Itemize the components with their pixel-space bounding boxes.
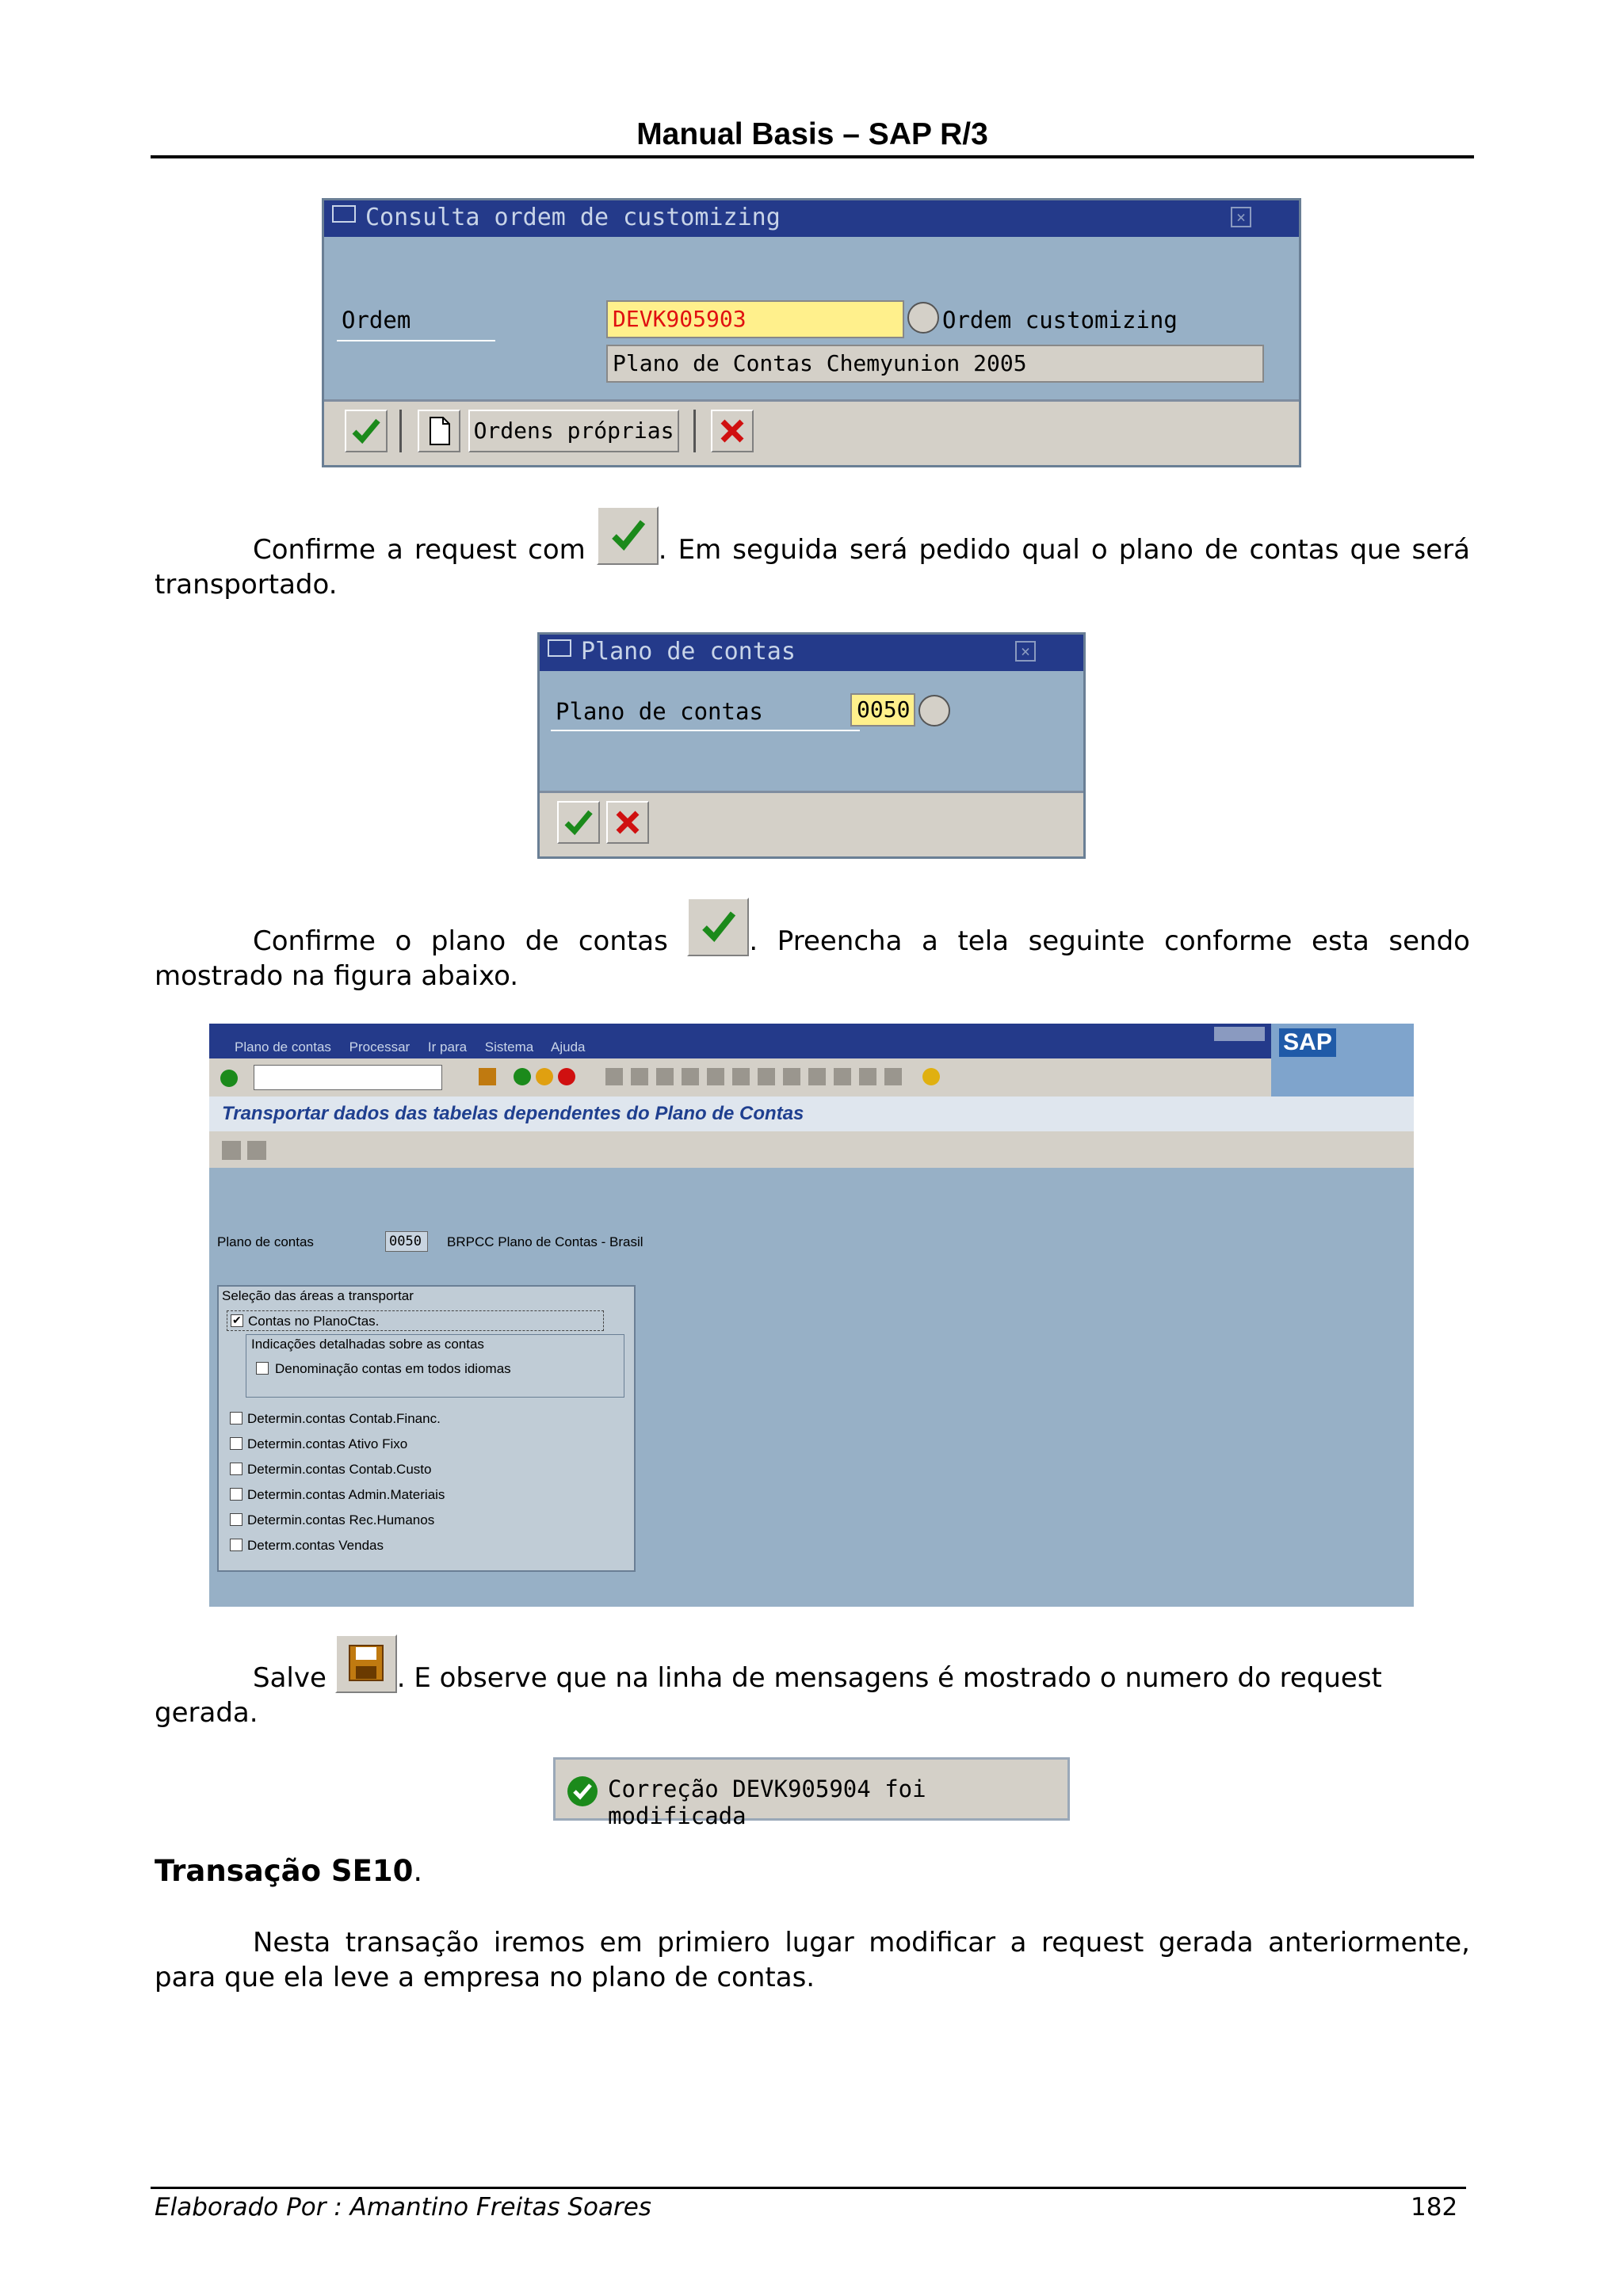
window-icon bbox=[548, 639, 571, 657]
label-underline bbox=[337, 340, 495, 341]
window-controls[interactable] bbox=[1214, 1027, 1265, 1041]
execute-icon[interactable] bbox=[222, 1141, 241, 1160]
order-type-text: Ordem customizing bbox=[942, 307, 1178, 334]
page-header-title: Manual Basis – SAP R/3 bbox=[636, 117, 988, 151]
menu-item-processar[interactable]: Processar bbox=[349, 1039, 411, 1055]
chart-field-value[interactable]: 0050 bbox=[385, 1231, 428, 1252]
document-icon bbox=[419, 411, 459, 451]
dialog-title: Plano de contas bbox=[581, 638, 796, 666]
paragraph-3 bbox=[155, 1661, 1470, 1730]
dialog-plano-contas bbox=[537, 632, 1086, 859]
save-icon bbox=[337, 1636, 395, 1691]
main-check-label: Contas no PlanoCtas. bbox=[248, 1314, 380, 1329]
para2-before: Confirme o plano de contas bbox=[253, 925, 668, 957]
paragraph-1 bbox=[155, 532, 1470, 602]
cancel-icon bbox=[608, 803, 647, 842]
document-icon[interactable] bbox=[247, 1141, 266, 1160]
exit-icon[interactable] bbox=[536, 1068, 553, 1085]
order-label: Ordem bbox=[342, 307, 411, 334]
menu-item-ir-para[interactable]: Ir para bbox=[427, 1039, 468, 1055]
confirm-icon-inline bbox=[687, 898, 749, 956]
save-icon-inline bbox=[335, 1634, 397, 1693]
check-icon bbox=[598, 508, 657, 563]
menu-bar bbox=[209, 1024, 1414, 1058]
subgroup bbox=[246, 1334, 624, 1398]
confirm-button[interactable] bbox=[345, 410, 388, 452]
para2-after: . Preencha a tela seguinte conforme esta sendo mostrado na figura abaixo. bbox=[155, 925, 1470, 992]
chart-label: Plano de contas bbox=[556, 698, 763, 725]
cancel-icon[interactable] bbox=[558, 1068, 575, 1085]
application-toolbar bbox=[209, 1131, 1414, 1168]
page-number: 182 bbox=[1411, 2193, 1458, 2222]
cancel-icon bbox=[712, 411, 752, 451]
section-heading bbox=[155, 1854, 422, 1888]
label-underline bbox=[551, 730, 860, 731]
main-check-row[interactable] bbox=[227, 1310, 604, 1331]
cancel-button[interactable] bbox=[711, 410, 754, 452]
search-help-icon[interactable] bbox=[918, 695, 950, 727]
screen-title-bar bbox=[209, 1097, 1414, 1131]
status-bar bbox=[553, 1757, 1070, 1829]
toolbar-separator bbox=[399, 410, 402, 452]
check-icon bbox=[689, 899, 747, 955]
check-label: Determ.contas Vendas bbox=[247, 1538, 384, 1553]
order-description: Plano de Contas Chemyunion 2005 bbox=[606, 345, 1264, 383]
dialog-consulta-ordem bbox=[322, 198, 1301, 467]
selection-group bbox=[217, 1285, 636, 1572]
checkbox-checked[interactable]: ✔ bbox=[231, 1314, 243, 1327]
dialog-footer bbox=[540, 791, 1083, 856]
section-heading-text: Transação SE10 bbox=[155, 1854, 414, 1888]
check-label: Determin.contas Ativo Fixo bbox=[247, 1436, 408, 1451]
header-rule bbox=[151, 155, 1474, 158]
check-icon bbox=[346, 411, 386, 451]
checkbox[interactable] bbox=[230, 1539, 242, 1551]
dialog-title-bar bbox=[540, 635, 1083, 671]
toolbar-icons[interactable] bbox=[605, 1068, 907, 1085]
check-label: Determin.contas Contab.Financ. bbox=[247, 1411, 441, 1426]
section-heading-suffix: . bbox=[413, 1854, 423, 1888]
para1-after: . Em seguida será pedido qual o plano de contas que será transportado. bbox=[155, 534, 1470, 601]
cancel-button[interactable] bbox=[606, 801, 649, 844]
paragraph-4 bbox=[155, 1925, 1470, 1995]
checkbox[interactable] bbox=[230, 1488, 242, 1501]
new-document-button[interactable] bbox=[418, 410, 460, 452]
check-label: Determin.contas Rec.Humanos bbox=[247, 1512, 435, 1527]
screen-title: Transportar dados das tabelas dependentes do Plano de Contas bbox=[222, 1103, 804, 1124]
command-field[interactable] bbox=[254, 1065, 442, 1090]
checkbox[interactable] bbox=[230, 1412, 242, 1425]
success-icon bbox=[565, 1774, 600, 1809]
confirm-button[interactable] bbox=[557, 801, 600, 844]
check-label: Determin.contas Contab.Custo bbox=[247, 1462, 432, 1477]
search-help-icon[interactable] bbox=[907, 302, 939, 334]
enter-icon[interactable] bbox=[220, 1070, 238, 1087]
para3-before: Salve bbox=[253, 1662, 327, 1694]
check-label: Determin.contas Admin.Materiais bbox=[247, 1487, 445, 1502]
order-input[interactable]: DEVK905903 bbox=[606, 300, 904, 338]
menu-item-plano[interactable]: Plano de contas bbox=[235, 1039, 331, 1055]
menu-items bbox=[235, 1039, 586, 1055]
chart-field-label: Plano de contas bbox=[217, 1234, 314, 1249]
save-icon[interactable] bbox=[479, 1068, 496, 1085]
chart-input[interactable]: 0050 bbox=[850, 693, 915, 727]
checkbox[interactable] bbox=[230, 1437, 242, 1450]
para1-before: Confirme a request com bbox=[253, 534, 586, 566]
sap-logo-area bbox=[1271, 1024, 1414, 1097]
checkbox[interactable] bbox=[256, 1362, 269, 1375]
sap-logo: SAP bbox=[1279, 1028, 1336, 1057]
confirm-icon-inline bbox=[597, 506, 659, 565]
checkbox[interactable] bbox=[230, 1513, 242, 1526]
group-title: Seleção das áreas a transportar bbox=[222, 1288, 414, 1303]
dialog-footer bbox=[324, 399, 1299, 465]
check-icon bbox=[559, 803, 598, 842]
sap-transport-screen bbox=[209, 1024, 1414, 1607]
checkbox[interactable] bbox=[230, 1463, 242, 1475]
toolbar-separator bbox=[693, 410, 696, 452]
back-icon[interactable] bbox=[514, 1068, 531, 1085]
dialog-title-bar bbox=[324, 200, 1299, 237]
window-icon bbox=[332, 205, 356, 223]
menu-item-sistema[interactable]: Sistema bbox=[484, 1039, 534, 1055]
subgroup-title: Indicações detalhadas sobre as contas bbox=[251, 1337, 484, 1352]
own-orders-button[interactable]: Ordens próprias bbox=[468, 410, 679, 452]
status-message: Correção DEVK905904 foi modificada bbox=[608, 1775, 926, 1829]
close-icon[interactable]: × bbox=[1015, 641, 1036, 662]
paragraph-2 bbox=[155, 924, 1470, 994]
footer-author: Elaborado Por : Amantino Freitas Soares bbox=[155, 2193, 651, 2222]
chart-field-desc: BRPCC Plano de Contas - Brasil bbox=[447, 1234, 643, 1249]
para3-after: . E observe que na linha de mensagens é mostrado o numero do request gerada. bbox=[155, 1662, 1382, 1729]
standard-toolbar bbox=[209, 1058, 1271, 1097]
footer-rule bbox=[151, 2187, 1466, 2189]
help-icon[interactable] bbox=[922, 1068, 940, 1085]
sub-check-label: Denominação contas em todos idiomas bbox=[275, 1361, 511, 1376]
para4-text: Nesta transação iremos em primiero lugar modificar a request gerada anteriormente, para que ela leve a empresa no plano de contas. bbox=[155, 1927, 1470, 1993]
menu-item-ajuda[interactable]: Ajuda bbox=[551, 1039, 586, 1055]
dialog-title: Consulta ordem de customizing bbox=[365, 204, 781, 231]
close-icon[interactable]: × bbox=[1231, 207, 1251, 227]
